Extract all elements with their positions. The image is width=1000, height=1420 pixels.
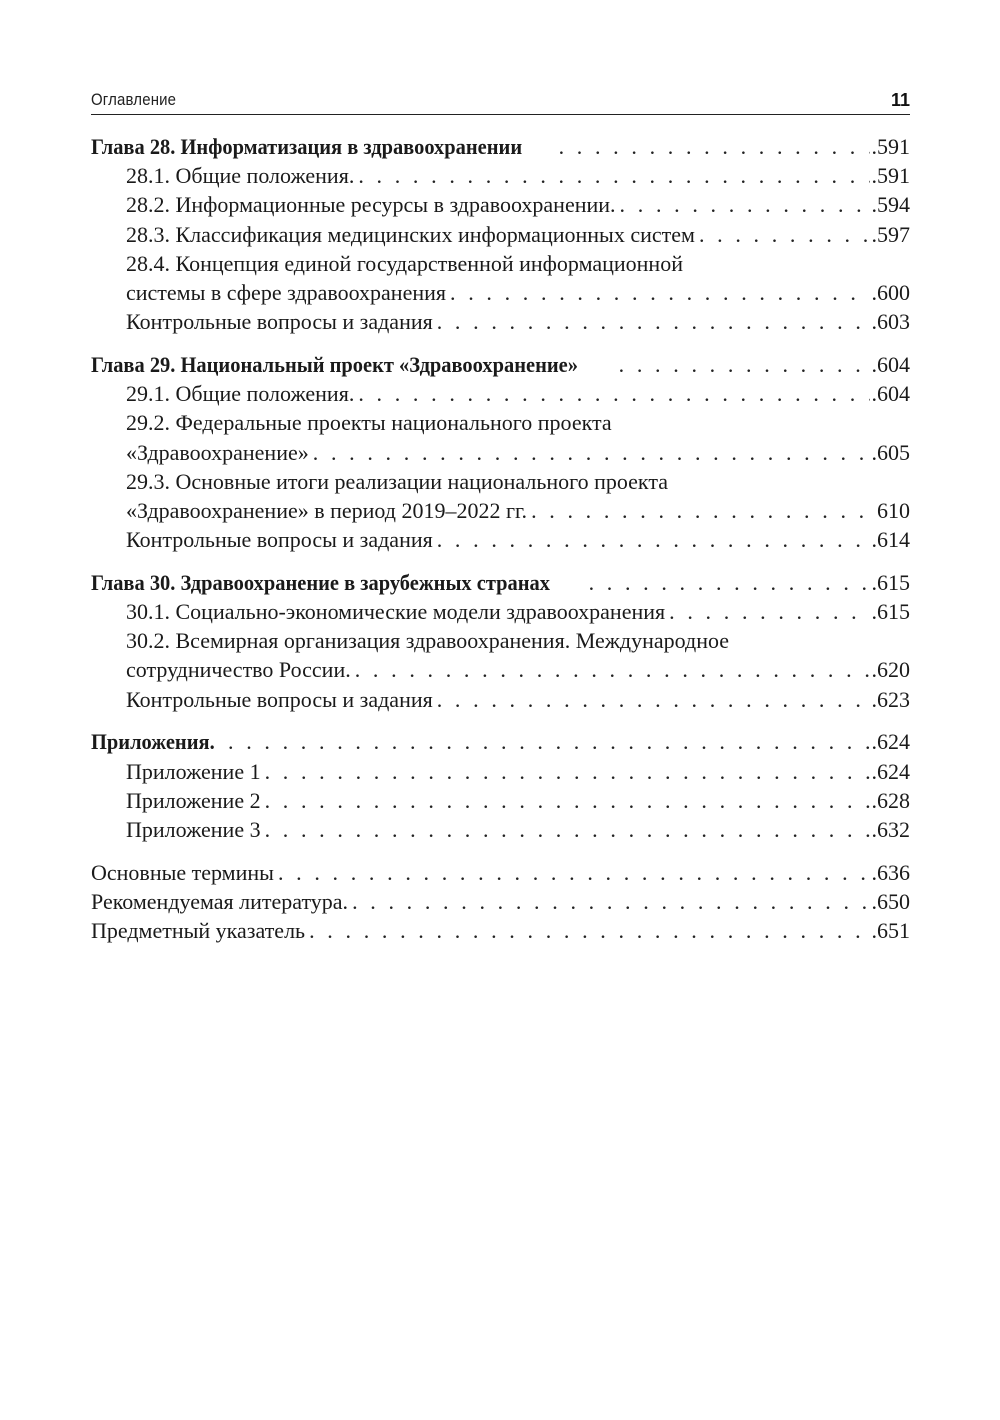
toc-section-title-line: сотрудничество России. <box>126 657 351 683</box>
toc-section-entry[interactable] <box>91 379 910 408</box>
toc-section-title-line: 28.4. Концепция единой государственной информационной <box>126 250 683 276</box>
dot-leader <box>355 655 870 684</box>
toc-group-chapter-29 <box>91 350 910 554</box>
toc-section-title: Приложение 3 <box>126 816 261 842</box>
toc-section-title-line: системы в сфере здравоохранения <box>126 280 446 306</box>
toc-section-title-line: «Здравоохранение» в период 2019–2022 гг. <box>126 497 528 523</box>
toc-page-number: .591 <box>871 134 910 159</box>
dot-leader <box>620 190 870 219</box>
toc-chapter-title: Глава 28. Информатизация в здравоохранении <box>91 134 523 159</box>
toc-section-entry[interactable] <box>91 786 910 815</box>
toc-back-matter-title: Основные термины <box>91 859 274 885</box>
dot-leader <box>699 220 870 249</box>
toc-back-matter-title: Рекомендуемая литература. <box>91 888 349 914</box>
toc-back-matter-entry[interactable] <box>91 916 910 945</box>
running-header <box>91 88 910 115</box>
toc-back-matter-entry[interactable] <box>91 887 910 916</box>
dot-leader <box>265 757 870 786</box>
toc-section-title-line: 29.2. Федеральные проекты национального проекта <box>126 410 612 436</box>
dot-leader <box>669 597 869 626</box>
toc-group-appendices <box>91 727 910 844</box>
toc-page-number: .632 <box>871 816 910 842</box>
dot-leader <box>437 525 870 554</box>
dot-leader <box>450 278 870 307</box>
toc-section-title-line: «Здравоохранение» <box>126 439 309 465</box>
dot-leader <box>309 916 869 945</box>
dot-leader <box>228 727 870 756</box>
toc-section-entry[interactable] <box>91 685 910 714</box>
toc-section-entry[interactable] <box>91 249 910 307</box>
toc-page-number: .624 <box>871 729 910 755</box>
dot-leader <box>358 161 869 190</box>
toc-section-entry[interactable] <box>91 220 910 249</box>
running-header-title: Оглавление <box>91 90 177 109</box>
toc-chapter-entry[interactable] <box>91 132 910 161</box>
toc-chapter-entry[interactable] <box>91 350 910 379</box>
toc-section-title: 29.1. Общие положения. <box>126 381 355 407</box>
toc-section-title: 28.2. Информационные ресурсы в здравоохранении. <box>126 192 616 218</box>
toc-section-entry[interactable] <box>91 408 910 466</box>
dot-leader <box>313 438 870 467</box>
toc-back-matter-title: Предметный указатель <box>91 918 306 944</box>
toc-chapter-title: Глава 29. Национальный проект «Здравоохранение» <box>91 351 578 377</box>
toc-section-entry[interactable] <box>91 597 910 626</box>
toc-section-entry[interactable] <box>91 190 910 219</box>
toc-section-title-line: 30.2. Всемирная организация здравоохранения. Международное <box>126 628 730 654</box>
toc-page-number: 610 <box>877 497 910 523</box>
dot-leader <box>531 496 875 525</box>
toc-page-number: .620 <box>871 657 910 683</box>
dot-leader <box>358 379 869 408</box>
toc-page-number: .597 <box>871 221 910 247</box>
toc-section-entry[interactable] <box>91 467 910 525</box>
toc-group-chapter-30 <box>91 568 910 714</box>
dot-leader <box>265 815 870 844</box>
toc-group-back-matter <box>91 858 910 946</box>
toc-page-number: .615 <box>871 599 910 625</box>
toc-section-title: 30.1. Социально-экономические модели здравоохранения <box>126 599 666 625</box>
running-header-page-number: 11 <box>890 90 910 110</box>
toc-page-number: .624 <box>871 758 910 784</box>
dot-leader <box>278 858 870 887</box>
toc-chapter-title: Глава 30. Здравоохранение в зарубежных странах <box>91 569 551 595</box>
toc-section-title-line: 29.3. Основные итоги реализации национального проекта <box>126 468 668 494</box>
toc-page-number: .615 <box>871 569 910 595</box>
toc-section-title: Приложение 2 <box>126 787 261 813</box>
dot-leader <box>265 786 870 815</box>
toc-page-number: .600 <box>871 280 910 306</box>
toc-page-number: .603 <box>871 309 910 335</box>
toc-chapter-entry[interactable] <box>91 568 910 597</box>
table-of-contents <box>91 132 910 959</box>
toc-section-entry[interactable] <box>91 626 910 684</box>
dot-leader <box>437 307 870 336</box>
dot-leader <box>589 568 870 597</box>
dot-leader <box>437 685 870 714</box>
dot-leader <box>559 132 870 161</box>
toc-page-number: .604 <box>871 381 910 407</box>
toc-back-matter-entry[interactable] <box>91 858 910 887</box>
toc-page-number: .636 <box>871 859 910 885</box>
toc-page-number: .650 <box>871 888 910 914</box>
toc-page-number: .591 <box>871 163 910 189</box>
toc-page-number: .614 <box>871 527 910 553</box>
toc-section-title: 28.3. Классификация медицинских информационных систем <box>126 221 695 247</box>
toc-section-entry[interactable] <box>91 757 910 786</box>
toc-section-entry[interactable] <box>91 161 910 190</box>
toc-chapter-title: Приложения. <box>91 729 215 755</box>
toc-page-number: .594 <box>871 192 910 218</box>
toc-section-title: Контрольные вопросы и задания <box>126 527 433 553</box>
toc-section-title: Приложение 1 <box>126 758 261 784</box>
toc-chapter-entry[interactable] <box>91 727 910 756</box>
toc-section-title: 28.1. Общие положения. <box>126 163 355 189</box>
toc-page-number: .623 <box>871 686 910 712</box>
toc-section-title: Контрольные вопросы и задания <box>126 309 433 335</box>
toc-section-title: Контрольные вопросы и задания <box>126 686 433 712</box>
toc-section-entry[interactable] <box>91 525 910 554</box>
toc-page-number: .651 <box>871 918 910 944</box>
dot-leader <box>619 350 870 379</box>
dot-leader <box>352 887 869 916</box>
toc-group-chapter-28 <box>91 132 910 336</box>
toc-page-number: .628 <box>871 787 910 813</box>
toc-page-number: .604 <box>871 351 910 377</box>
toc-page-number: .605 <box>871 439 910 465</box>
toc-section-entry[interactable] <box>91 815 910 844</box>
toc-section-entry[interactable] <box>91 307 910 336</box>
